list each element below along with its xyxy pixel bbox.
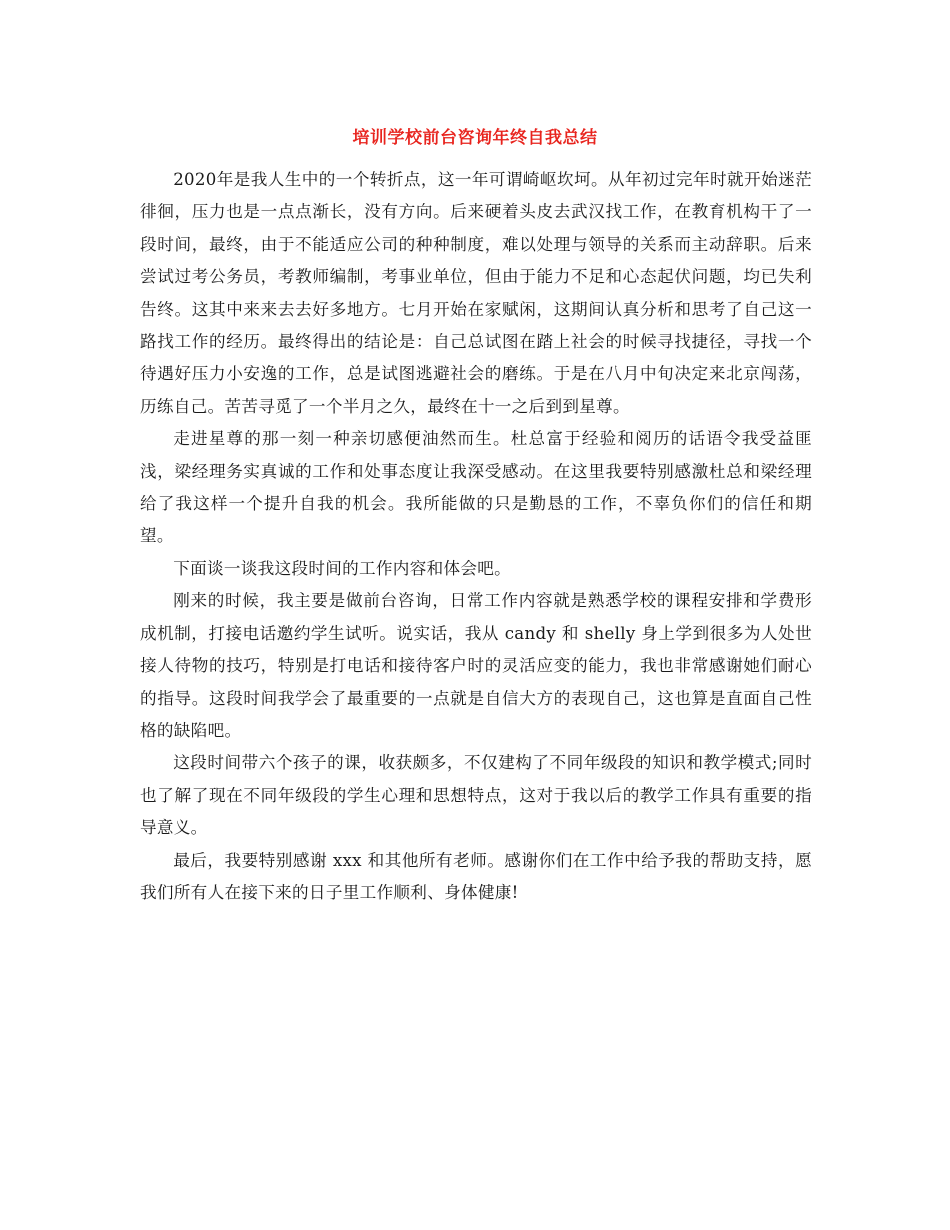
paragraph: 最后，我要特别感谢 xxx 和其他所有老师。感谢你们在工作中给予我的帮助支持，愿我们所有人在接下来的日子里工作顺利、身体健康! [140, 850, 812, 902]
paragraph: 刚来的时候，我主要是做前台咨询，日常工作内容就是熟悉学校的课程安排和学费形成机制，打接电话邀约学生试听。说实话，我从 candy 和 shelly 身上学到很多为人处世接人待物的技巧，特别是打电话和接待客户时的灵活应变的能力，我也非常感谢她们耐心的指导。这段时间我学会了最重要的一点就是自信大方的表现自己，这也算是直面自己性格的缺陷吧。 [140, 591, 812, 740]
paragraph: 2020年是我人生中的一个转折点，这一年可谓崎岖坎坷。从年初过完年时就开始迷茫徘徊，压力也是一点点渐长，没有方向。后来硬着头皮去武汉找工作，在教育机构干了一段时间，最终，由于不能适应公司的种种制度，难以处理与领导的关系而主动辞职。后来尝试过考公务员，考教师编制，考事业单位，但由于能力不足和心态起伏问题，均已失利告终。这其中来来去去好多地方。七月开始在家赋闲，这期间认真分析和思考了自己这一路找工作的经历。最终得出的结论是：自己总试图在踏上社会的时候寻找捷径，寻找一个待遇好压力小安逸的工作，总是试图逃避社会的磨练。于是在八月中旬决定来北京闯荡，历练自己。苦苦寻觅了一个半月之久，最终在十一之后到到星尊。 [140, 170, 812, 416]
paragraph: 下面谈一谈我这段时间的工作内容和体会吧。 [173, 558, 512, 578]
document-body [140, 164, 812, 909]
paragraph: 这段时间带六个孩子的课，收获颇多，不仅建构了不同年级段的知识和教学模式;同时也了解了现在不同年级段的学生心理和思想特点，这对于我以后的教学工作具有重要的指导意义。 [140, 753, 812, 838]
document-title: 培训学校前台咨询年终自我总结 [352, 128, 598, 148]
paragraph: 走进星尊的那一刻一种亲切感便油然而生。杜总富于经验和阅历的话语令我受益匪浅，梁经理务实真诚的工作和处事态度让我深受感动。在这里我要特别感激杜总和梁经理给了我这样一个提升自我的机会。我所能做的只是勤恳的工作，不辜负你们的信任和期望。 [140, 429, 812, 546]
